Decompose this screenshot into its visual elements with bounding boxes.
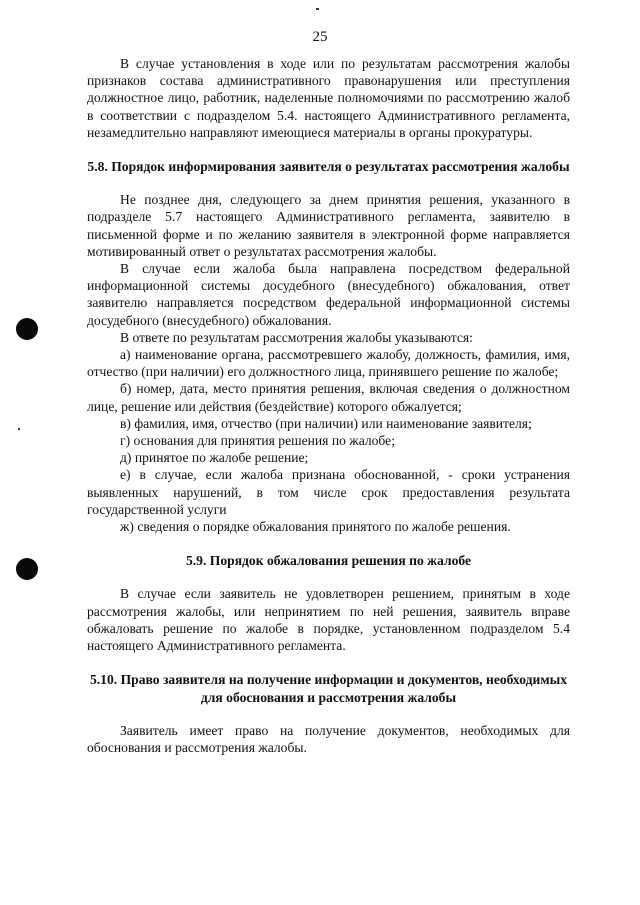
paragraph: В случае установления в ходе или по результатам рассмотрения жалобы признаков состава административного правонарушения или преступления должностное лицо, работник, наделенные полномочиями по рассмотрению жалоб в соответствии с подразделом 5.4. настоящего Административного регламента, незамедлительно направляют имеющиеся материалы в органы прокуратуры. bbox=[87, 56, 570, 140]
section-heading-5-8: 5.8. Порядок информирования заявителя о результатах рассмотрения жалобы bbox=[87, 159, 570, 175]
paragraph: Заявитель имеет право на получение документов, необходимых для обоснования и рассмотрения жалобы. bbox=[87, 722, 570, 755]
list-item: а) наименование органа, рассмотревшего жалобу, должность, фамилия, имя, отчество (при наличии) его должностного лица, принявшего решение по жалобе; bbox=[87, 347, 570, 380]
paragraph: В случае если жалоба была направлена посредством федеральной информационной системы досудебного (внесудебного) обжалования, ответ заявителю направляется посредством федеральной информационной системы досудебного (внесудебного) обжалования. bbox=[87, 261, 570, 328]
list-item: г) основания для принятия решения по жалобе; bbox=[120, 433, 395, 449]
scan-speck bbox=[18, 428, 20, 430]
section-heading-5-9: 5.9. Порядок обжалования решения по жалобе bbox=[185, 553, 472, 569]
section-heading-5-10: 5.10. Право заявителя на получение информации и документов, необходимых для обоснования и рассмотрения жалобы bbox=[89, 672, 567, 705]
paragraph: В случае если заявитель не удовлетворен решением, принятым в ходе рассмотрения жалобы, или непринятием по ней решения, заявитель вправе обжаловать решение по жалобе в порядке, установленном подразделом 5.4 настоящего Административного регламента. bbox=[87, 586, 570, 654]
list-item: е) в случае, если жалоба признана обоснованной, - сроки устранения выявленных нарушений, в том числе срок предоставления результата государственной услуги bbox=[87, 467, 570, 517]
page-number: 25 bbox=[312, 29, 328, 45]
paragraph: Не позднее дня, следующего за днем принятия решения, указанного в подразделе 5.7 настоящего Административного регламента, заявителю в письменной форме и по желанию заявителя в электронной форме направляется мотивированный ответ о результатах рассмотрения жалобы. bbox=[87, 192, 570, 259]
paragraph: В ответе по результатам рассмотрения жалобы указываются: bbox=[120, 329, 473, 345]
scan-speck bbox=[316, 8, 319, 10]
punch-hole bbox=[16, 558, 38, 580]
punch-hole bbox=[16, 318, 38, 340]
document-body bbox=[87, 55, 570, 756]
list-item: б) номер, дата, место принятия решения, включая сведения о должностном лице, решение или действия (бездействие) которого обжалуется; bbox=[87, 381, 570, 414]
list-item: в) фамилия, имя, отчество (при наличии) или наименование заявителя; bbox=[120, 415, 532, 431]
list-item: д) принятое по жалобе решение; bbox=[120, 450, 309, 466]
list-item: ж) сведения о порядке обжалования принятого по жалобе решения. bbox=[120, 519, 511, 535]
